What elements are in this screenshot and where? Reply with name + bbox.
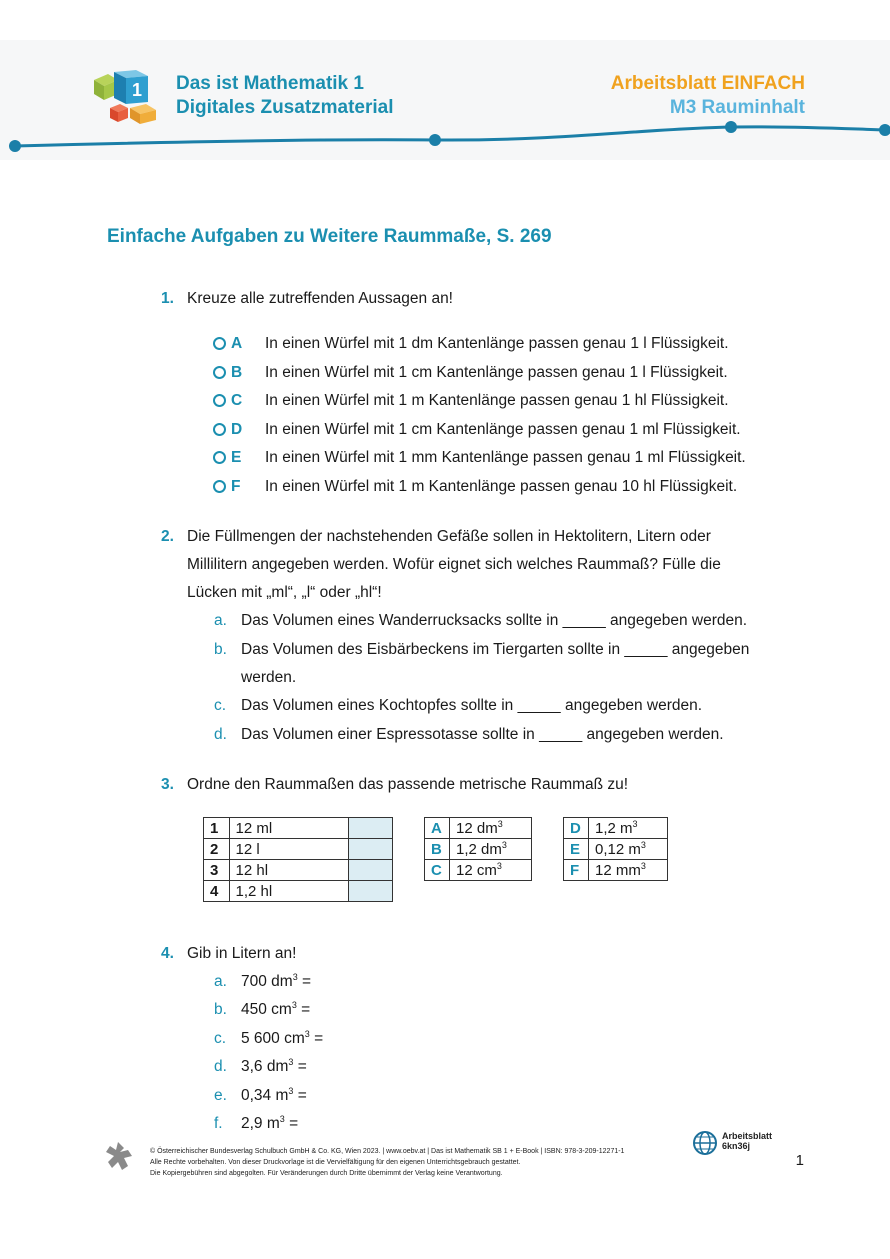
footer-line2: Alle Rechte vorbehalten. Von dieser Druckvorlage ist die Vervielfältigung für den eigenen Unterrichtsgebrauch gestattet. (150, 1159, 521, 1166)
table-row (564, 839, 668, 860)
option-a-checkbox[interactable] (213, 337, 226, 350)
option-f-checkbox[interactable] (213, 480, 226, 493)
book-subtitle: Digitales Zusatzmaterial (176, 97, 394, 118)
q3-table-right (563, 817, 668, 881)
page-number: 1 (795, 1152, 804, 1169)
q2b-label: b. (214, 641, 227, 658)
row-value: 12 ml (229, 818, 349, 839)
row-value: 12 $mm^3$ (589, 860, 668, 881)
q2c-label: c. (214, 697, 227, 714)
option-c-checkbox[interactable] (213, 394, 226, 407)
q2c-text: Das Volumen eines Kochtopfes sollte in _____ angegeben werden. (241, 697, 703, 714)
q4-number: 4. (161, 945, 174, 962)
option-d-checkbox[interactable] (213, 423, 226, 436)
table-row (204, 860, 393, 881)
online-code-badge[interactable] (722, 1131, 772, 1151)
publisher-logo-icon (104, 1140, 136, 1172)
footer-legal (150, 1146, 624, 1179)
option-e-letter: E (231, 449, 242, 466)
table-row (425, 839, 532, 860)
row-value: 12 hl (229, 860, 349, 881)
q4c-label: c. (214, 1030, 227, 1047)
q3-number: 3. (161, 776, 174, 793)
q4f-label: f. (214, 1115, 223, 1132)
option-a-letter: A (231, 335, 243, 352)
badge-code: 6kn36j (722, 1141, 751, 1151)
q4e-text: 0,34 $m^3$ = (241, 1085, 307, 1104)
row-key: 2 (204, 839, 230, 860)
q4a-text: 700 $dm^3$ = (241, 971, 312, 990)
footer-line1: © Österreichischer Bundesverlag Schulbuch GmbH & Co. KG, Wien 2023. | www.oebv.at | Das ist Mathematik SB 1 + E-Book | ISBN: 978-3-209-12271-1 (150, 1148, 625, 1155)
option-b-letter: B (231, 364, 243, 381)
q2d-label: d. (214, 726, 227, 743)
globe-icon (691, 1129, 719, 1157)
logo-digit: 1 (131, 80, 143, 100)
q3-table-mid (424, 817, 532, 881)
option-f-letter: F (231, 478, 241, 495)
q2a-label: a. (214, 612, 227, 629)
q4b-text: 450 $cm^3$ = (241, 999, 311, 1018)
table-row (564, 818, 668, 839)
q4e-label: e. (214, 1087, 227, 1104)
option-d-letter: D (231, 421, 243, 438)
table-row (564, 860, 668, 881)
q2b-text: Das Volumen des Eisbärbeckens im Tiergarten sollte in _____ angegeben (241, 641, 750, 658)
option-b-checkbox[interactable] (213, 366, 226, 379)
option-b-text: In einen Würfel mit 1 cm Kantenlänge passen genau 1 l Flüssigkeit. (265, 364, 728, 381)
answer-cell[interactable] (349, 860, 393, 881)
table-row (204, 839, 393, 860)
option-a-text: In einen Würfel mit 1 dm Kantenlänge passen genau 1 l Flüssigkeit. (265, 335, 729, 352)
q4-text: Gib in Litern an! (187, 945, 297, 962)
option-f-text: In einen Würfel mit 1 m Kantenlänge passen genau 10 hl Flüssigkeit. (265, 478, 738, 495)
q1-number: 1. (161, 290, 174, 307)
row-value: 12 $cm^3$ (450, 860, 532, 881)
table-row (425, 818, 532, 839)
q2b-text-cont: werden. (241, 669, 297, 686)
q3-text: Ordne den Raummaßen das passende metrische Raummaß zu! (187, 776, 629, 793)
option-d-text: In einen Würfel mit 1 cm Kantenlänge passen genau 1 ml Flüssigkeit. (265, 421, 741, 438)
row-key: F (564, 860, 589, 881)
option-c-text: In einen Würfel mit 1 m Kantenlänge passen genau 1 hl Flüssigkeit. (265, 392, 729, 409)
q2-number: 2. (161, 528, 174, 545)
q1-text: Kreuze alle zutreffenden Aussagen an! (187, 290, 453, 307)
q2-line2: Millilitern angegeben werden. Wofür eignet sich welches Raummaß? Fülle die (187, 556, 721, 573)
q2-line1: Die Füllmengen der nachstehenden Gefäße sollen in Hektolitern, Litern oder (187, 528, 711, 545)
table-row (425, 860, 532, 881)
table-row (204, 818, 393, 839)
option-c-letter: C (231, 392, 243, 409)
logo-cubes-icon (90, 68, 160, 126)
page-title: Einfache Aufgaben zu Weitere Raummaße, S. 269 (107, 226, 552, 247)
row-value: 12 $dm^3$ (450, 818, 532, 839)
option-e-text: In einen Würfel mit 1 mm Kantenlänge passen genau 1 ml Flüssigkeit. (265, 449, 746, 466)
header-left (176, 72, 394, 120)
footer-line3: Die Kopiergebühren sind abgegolten. Für Veränderungen durch Dritte übernimmt der Verlag keine Verantwortung. (150, 1170, 503, 1177)
q2d-text: Das Volumen einer Espressotasse sollte in _____ angegeben werden. (241, 726, 724, 743)
row-key: 3 (204, 860, 230, 881)
row-value: 12 l (229, 839, 349, 860)
row-key: 4 (204, 881, 230, 902)
answer-cell[interactable] (349, 818, 393, 839)
row-value: 1,2 hl (229, 881, 349, 902)
worksheet-topic: M3 Rauminhalt (669, 97, 805, 118)
row-key: 1 (204, 818, 230, 839)
q4d-text: 3,6 $dm^3$ = (241, 1056, 307, 1075)
row-key: B (425, 839, 450, 860)
badge-label: Arbeitsblatt (722, 1131, 773, 1141)
header-right (611, 72, 805, 120)
row-key: E (564, 839, 589, 860)
row-value: 1,2 $m^3$ (589, 818, 668, 839)
answer-cell[interactable] (349, 839, 393, 860)
q3-table-left (203, 817, 393, 902)
table-row (204, 881, 393, 902)
q4b-label: b. (214, 1001, 227, 1018)
q4f-text: 2,9 $m^3$ = (241, 1113, 299, 1132)
worksheet-level: Arbeitsblatt EINFACH (610, 73, 805, 94)
row-key: A (425, 818, 450, 839)
q4a-label: a. (214, 973, 227, 990)
row-key: D (564, 818, 589, 839)
q4c-text: 5 600 $cm^3$ = (241, 1028, 324, 1047)
q4d-label: d. (214, 1058, 227, 1075)
row-key: C (425, 860, 450, 881)
option-e-checkbox[interactable] (213, 451, 226, 464)
book-title: Das ist Mathematik 1 (176, 73, 364, 94)
q2a-text: Das Volumen eines Wanderrucksacks sollte in _____ angegeben werden. (241, 612, 748, 629)
row-value: 1,2 $dm^3$ (450, 839, 532, 860)
answer-cell[interactable] (349, 881, 393, 902)
q2-line3: Lücken mit „ml“, „l“ oder „hl“! (187, 584, 382, 601)
row-value: 0,12 $m^3$ (589, 839, 668, 860)
